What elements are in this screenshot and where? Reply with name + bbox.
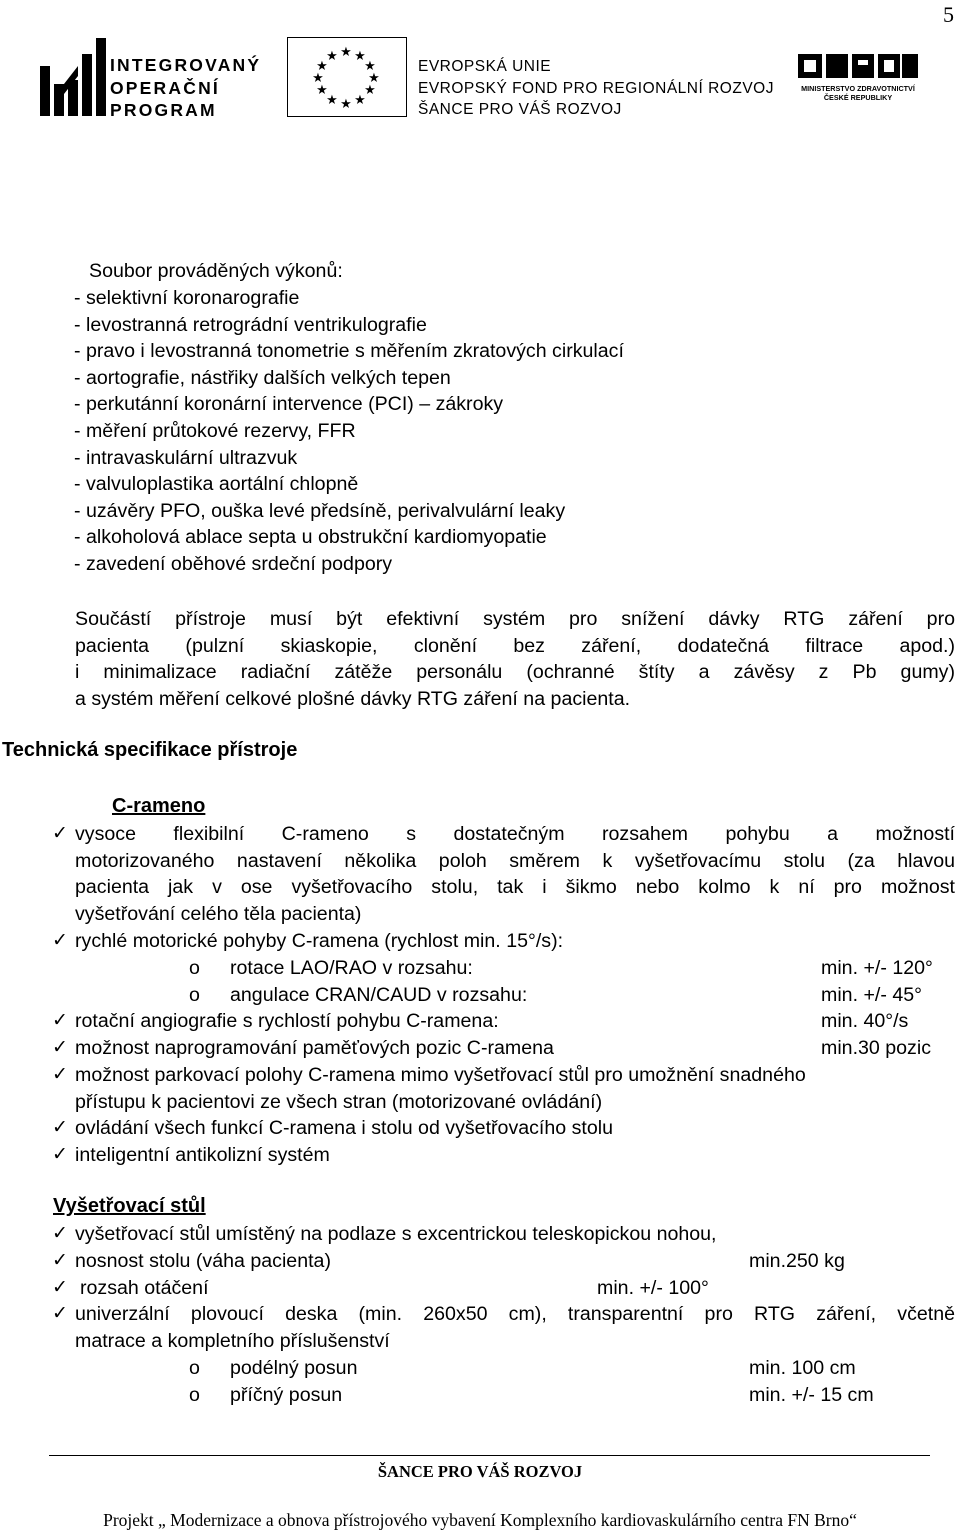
svg-text:★: ★	[354, 49, 366, 64]
eu-line-3: ŠANCE PRO VÁŠ ROZVOJ	[418, 101, 622, 118]
ministry-line-2: ČESKÉ REPUBLIKY	[823, 93, 893, 102]
procedure-item: - zavedení oběhové srdeční podpory	[74, 552, 393, 575]
sub-item-label: podélný posun	[230, 1357, 358, 1379]
table-title: Vyšetřovací stůl	[53, 1195, 206, 1217]
crameno-item-2: rychlé motorické pohyby C-ramena (rychlost min. 15°/s):	[75, 930, 564, 952]
crameno-item-3-label: rotační angiografie s rychlostí pohybu C-ramena:	[75, 1010, 499, 1032]
svg-text:★: ★	[326, 49, 338, 64]
crameno-item-1-line: vyšetřování celého těla pacienta)	[75, 902, 362, 925]
crameno-item-1-line: pacienta jak v ose vyšetřovacího stolu, tak i šikmo nebo kolmo k ní pro možnost	[75, 876, 955, 899]
eu-line-1: EVROPSKÁ UNIE	[418, 58, 552, 75]
svg-text:★: ★	[368, 71, 380, 86]
procedures-list	[74, 285, 624, 578]
crameno-item-5-line: možnost parkovací polohy C-ramena mimo vyšetřovací stůl pro umožnění snadného	[75, 1064, 806, 1086]
paragraph-line: pacienta (pulzní skiaskopie, clonění bez záření, dodatečná filtrace apod.)	[75, 634, 955, 657]
iop-logo-icon	[38, 36, 106, 118]
procedure-item: - uzávěry PFO, ouška levé předsíně, perivalvulární leaky	[74, 499, 566, 522]
crameno-title: C-rameno	[112, 795, 206, 817]
svg-text:★: ★	[364, 83, 376, 98]
procedure-item: - levostranná retrográdní ventrikulografie	[74, 313, 427, 336]
iop-line-3: PROGRAM	[110, 100, 217, 120]
crameno-item-4-value: min.30 pozic	[821, 1037, 931, 1059]
procedure-item: - pravo i levostranná tonometrie s měřením zkratových cirkulací	[74, 340, 624, 363]
checkmark-icon: ✓	[52, 1144, 68, 1165]
iop-line-2: OPERAČNÍ	[110, 77, 220, 98]
crameno-item-4-label: možnost naprogramování paměťových pozic C-ramena	[75, 1037, 554, 1059]
crameno-item-7: inteligentní antikolizní systém	[75, 1144, 330, 1166]
svg-text:★: ★	[354, 93, 366, 108]
crameno-item-1-line: motorizovaného nastavení několika poloh směrem k vyšetřovacímu stolu (za hlavou	[75, 849, 955, 872]
spec-heading: Technická specifikace přístroje	[2, 739, 298, 761]
procedure-item: - valvuloplastika aortální chlopně	[74, 473, 359, 496]
iop-logo	[38, 36, 262, 120]
svg-text:★: ★	[326, 93, 338, 108]
checkmark-icon: ✓	[52, 1064, 68, 1085]
table-item-4-line: matrace a kompletního příslušenství	[75, 1329, 390, 1352]
footer-project: Projekt „ Modernizace a obnova přístrojového vybavení Komplexního kardiovaskulárního centra FN Brno“	[103, 1510, 857, 1530]
sub-item-value: min. +/- 15 cm	[749, 1384, 874, 1406]
checkmark-icon: ✓	[52, 1250, 68, 1271]
checkmark-icon: ✓	[52, 1117, 68, 1138]
eu-text	[418, 56, 774, 121]
footer-title: ŠANCE PRO VÁŠ ROZVOJ	[377, 1462, 583, 1481]
table-item-4-line: univerzální plovoucí deska (min. 260x50 cm), transparentní pro RTG záření, včetně	[75, 1303, 955, 1325]
svg-text:★: ★	[340, 45, 352, 60]
paragraph-line: Součástí přístroje musí být efektivní systém pro snížení dávky RTG záření pro	[75, 608, 955, 630]
procedure-item: - měření průtokové rezervy, FFR	[74, 419, 356, 442]
table-item-2-value: min.250 kg	[749, 1250, 845, 1272]
crameno-item-1	[75, 821, 955, 927]
ministry-logo	[796, 50, 920, 108]
table-item-3-label: rozsah otáčení	[80, 1277, 209, 1299]
checkmark-icon: ✓	[52, 930, 68, 951]
svg-text:★: ★	[364, 59, 376, 74]
sub-item-value: min. +/- 120°	[821, 957, 933, 979]
footer-divider	[49, 1455, 930, 1456]
eu-flag-logo	[287, 37, 407, 117]
crameno-item-5-line: přístupu k pacientovi ze všech stran (motorizované ovládání)	[75, 1090, 603, 1113]
procedure-item: - perkutánní koronární intervence (PCI) – zákroky	[74, 393, 504, 416]
sub-item-value: min. 100 cm	[749, 1357, 856, 1379]
table-item-1: vyšetřovací stůl umístěný na podlaze s excentrickou teleskopickou nohou,	[75, 1223, 717, 1245]
sub-bullet: o	[189, 984, 200, 1006]
procedure-item: - selektivní koronarografie	[74, 287, 300, 309]
checkmark-icon: ✓	[52, 823, 68, 844]
paragraph-line: a systém měření celkové plošné dávky RTG záření na pacienta.	[75, 687, 631, 710]
checkmark-icon: ✓	[52, 1277, 68, 1298]
eu-line-2: EVROPSKÝ FOND PRO REGIONÁLNÍ ROZVOJ	[418, 79, 774, 97]
crameno-item-5	[75, 1062, 806, 1115]
checkmark-icon: ✓	[52, 1010, 68, 1031]
sub-item-label: rotace LAO/RAO v rozsahu:	[230, 957, 473, 979]
table-item-3-value: min. +/- 100°	[597, 1277, 709, 1299]
svg-text:★: ★	[312, 71, 324, 86]
sub-item-value: min. +/- 45°	[821, 984, 922, 1006]
paragraph-line: i minimalizace radiační zátěže personálu (ochranné štíty a závěsy z Pb gumy)	[75, 661, 955, 684]
procedure-item: - alkoholová ablace septa u obstrukční kardiomyopatie	[74, 526, 547, 549]
page-number: 5	[943, 2, 954, 27]
svg-text:★: ★	[340, 97, 352, 112]
table-item-2-label: nosnost stolu (váha pacienta)	[75, 1250, 331, 1272]
crameno-item-6: ovládání všech funkcí C-ramena i stolu od vyšetřovacího stolu	[75, 1117, 614, 1139]
checkmark-icon: ✓	[52, 1037, 68, 1058]
procedures-intro: Soubor prováděných výkonů:	[89, 260, 343, 282]
dose-paragraph	[75, 606, 955, 712]
sub-bullet: o	[189, 1384, 200, 1406]
checkmark-icon: ✓	[52, 1223, 68, 1244]
sub-item-label: příčný posun	[230, 1384, 343, 1406]
crameno-item-3-value: min. 40°/s	[821, 1010, 909, 1032]
procedure-item: - aortografie, nástřiky dalších velkých tepen	[74, 366, 451, 389]
sub-bullet: o	[189, 1357, 200, 1379]
ministry-logo-icon	[796, 50, 920, 82]
sub-item-label: angulace CRAN/CAUD v rozsahu:	[230, 984, 528, 1006]
svg-text:★: ★	[316, 83, 328, 98]
iop-line-1: INTEGROVANÝ	[110, 55, 262, 75]
table-item-4	[75, 1301, 955, 1354]
checkmark-icon: ✓	[52, 1303, 68, 1324]
procedure-item: - intravaskulární ultrazvuk	[74, 446, 298, 469]
ministry-line-1: MINISTERSTVO ZDRAVOTNICTVÍ	[801, 84, 915, 93]
svg-text:★: ★	[316, 59, 328, 74]
crameno-item-1-line: vysoce flexibilní C-rameno s dostatečným rozsahem pohybu a možností	[75, 823, 955, 845]
eu-stars-icon	[288, 38, 405, 115]
sub-bullet: o	[189, 957, 200, 979]
